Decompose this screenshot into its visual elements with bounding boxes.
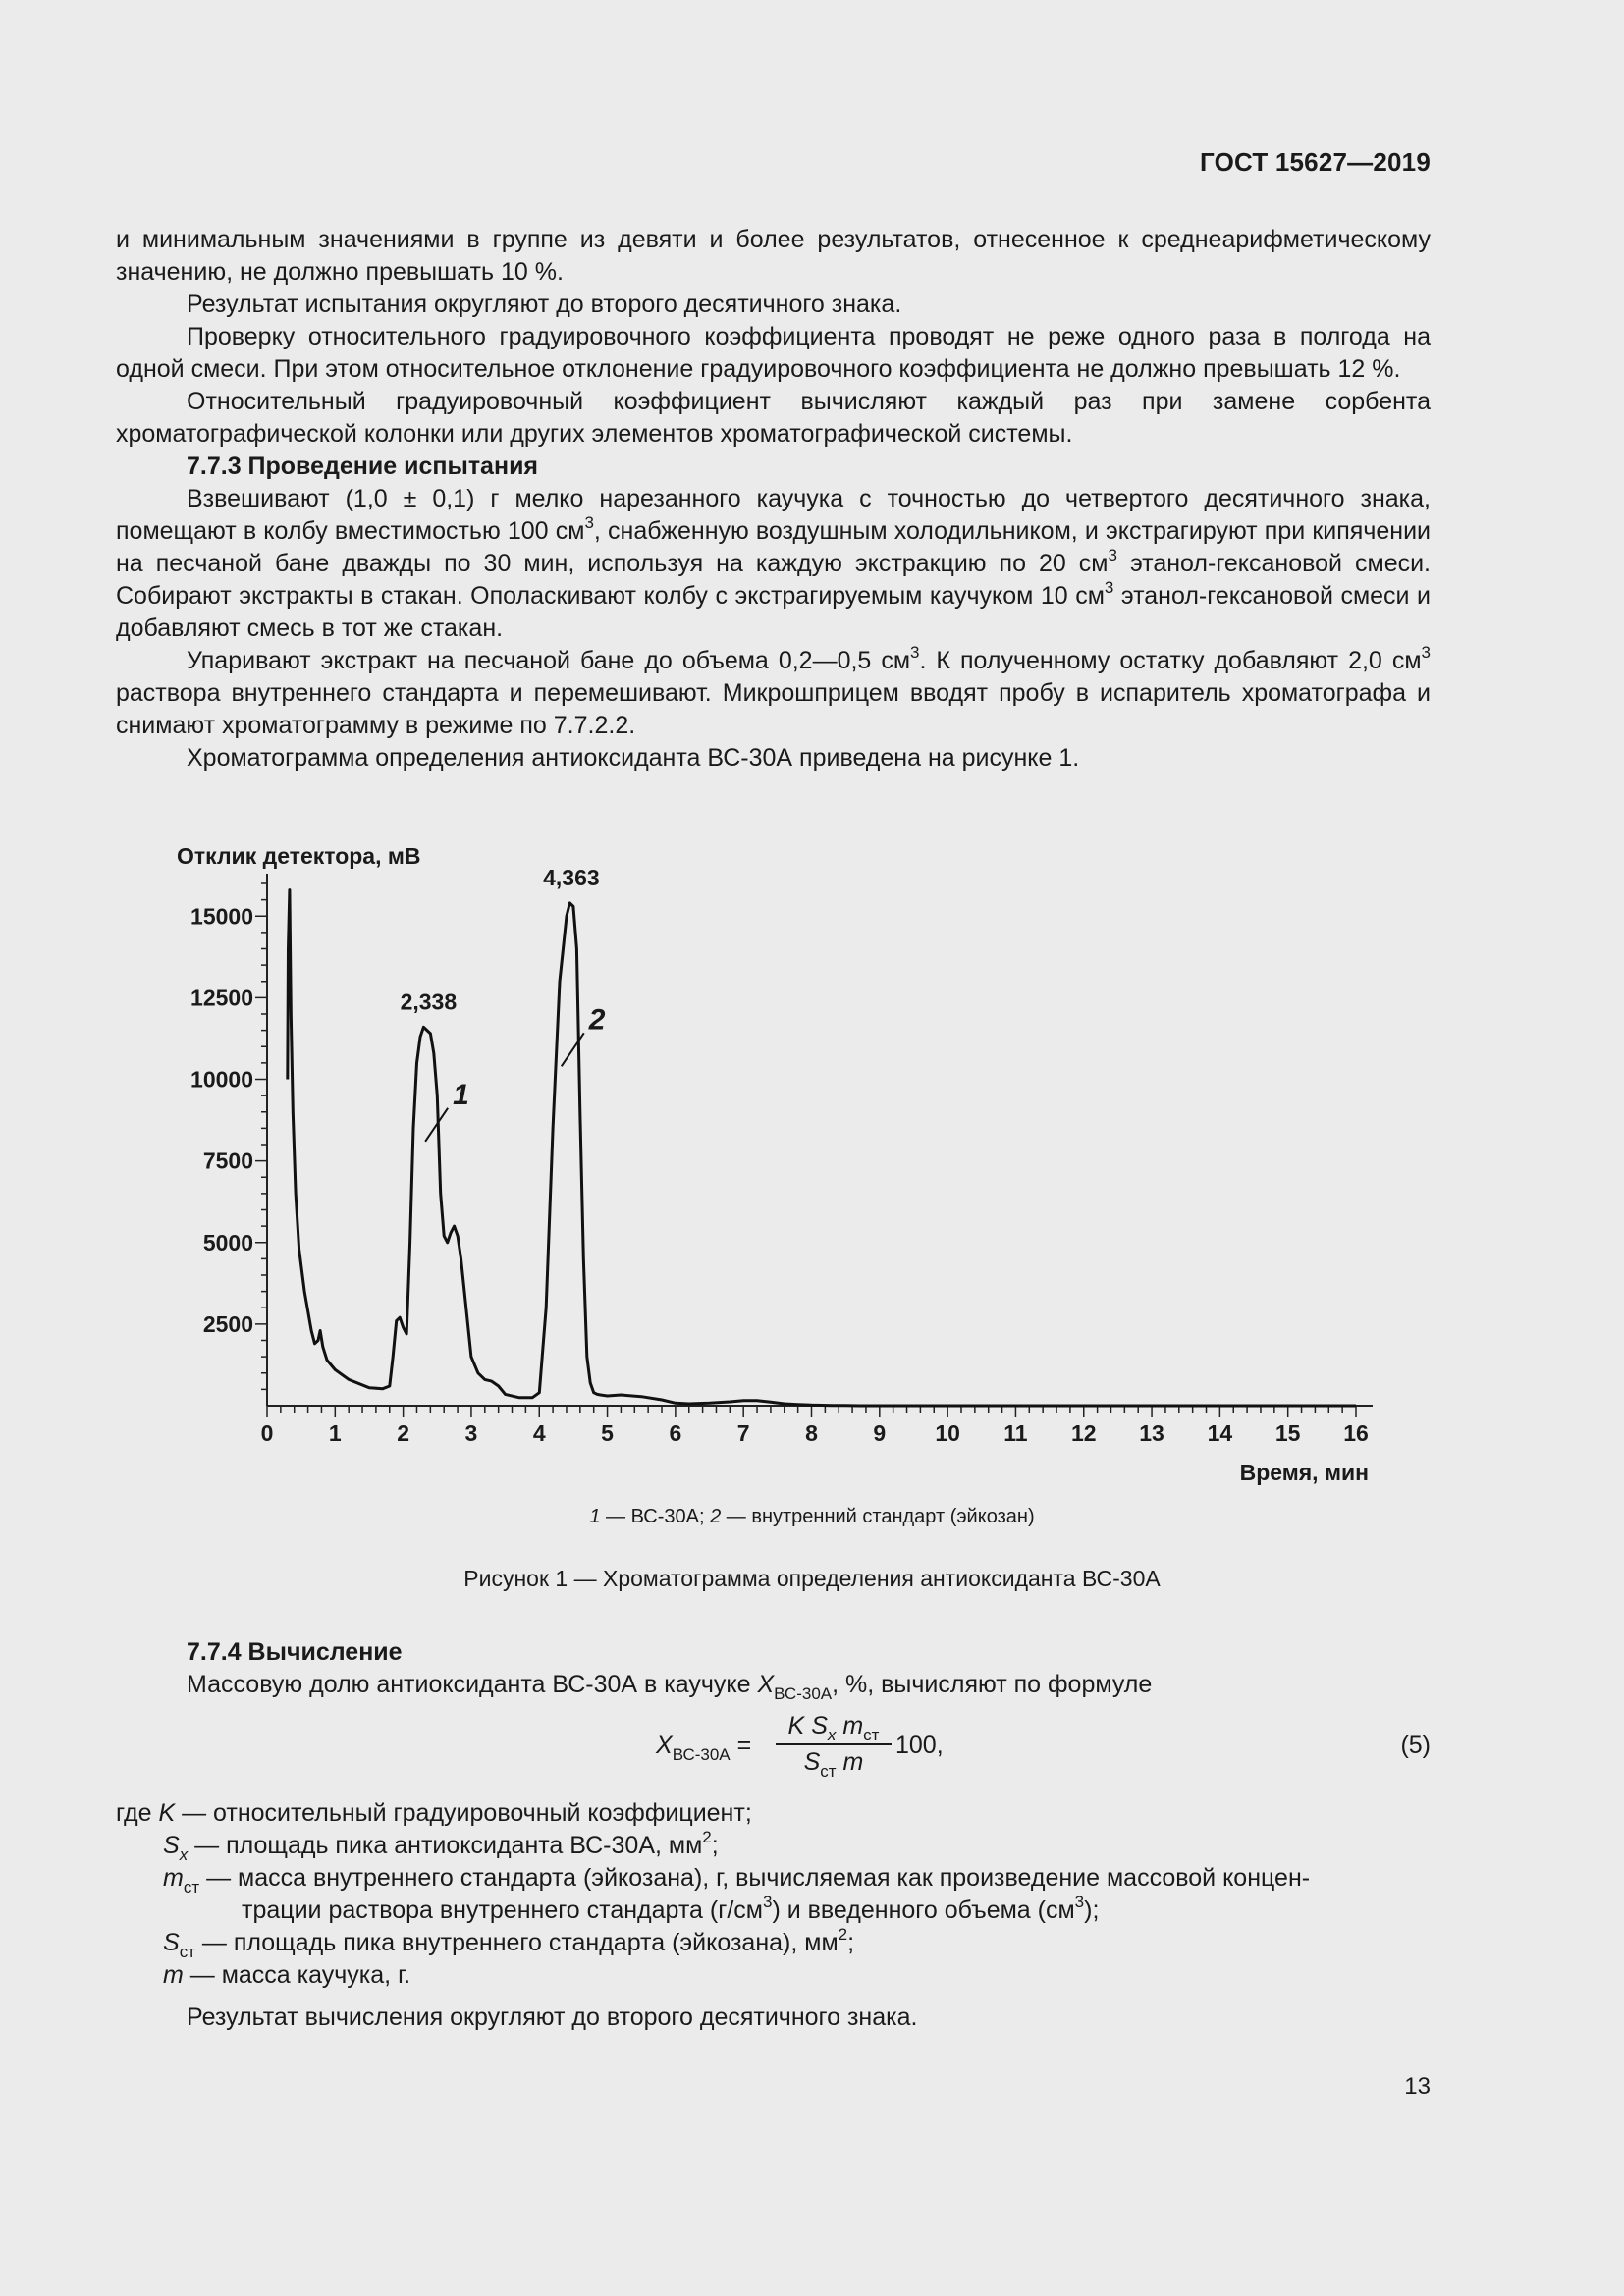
definition-m: m — масса каучука, г. bbox=[163, 1961, 411, 1989]
x-tick-label: 8 bbox=[805, 1420, 818, 1446]
calculation-section bbox=[116, 1636, 1431, 1701]
paragraph: Хроматограмма определения антиоксиданта ВС-30А приведена на рисунке 1. bbox=[187, 744, 1080, 772]
document-header: ГОСТ 15627—2019 bbox=[1200, 147, 1431, 177]
y-tick-label: 7500 bbox=[202, 1148, 253, 1174]
section-heading-7-7-4: 7.7.4 Вычисление bbox=[187, 1638, 403, 1666]
x-tick-label: 14 bbox=[1207, 1420, 1233, 1446]
x-tick-label: 1 bbox=[328, 1420, 342, 1446]
y-tick-label: 10000 bbox=[190, 1066, 253, 1093]
peak-marker-label: 1 bbox=[453, 1078, 469, 1111]
formula-tail: 100, bbox=[895, 1732, 944, 1759]
chromatogram-chart bbox=[0, 834, 1624, 1485]
x-tick-label: 13 bbox=[1139, 1420, 1164, 1446]
x-tick-label: 4 bbox=[532, 1420, 546, 1446]
equation-number: (5) bbox=[1400, 1732, 1431, 1759]
definition-sct: $S_{ст}$ — площадь пика внутреннего стандарта (эйкозана), $мм^2$; bbox=[163, 1925, 855, 1961]
definition-mct-continued: трации раствора внутреннего стандарта $(г/см^3)$ и введенного объема $(см^3)$; bbox=[242, 1893, 1100, 1924]
paragraph: Взвешивают (1,0 ± 0,1) г мелко нарезанного каучука с точностью до четвертого десятичного знака, помещают в колбу вместимостью 100 $см^3$, снабженную воздушным холодильником, и экстрагируют при кипячении на песчаной бане дважды по 30 мин, используя на каждую экстракцию по 20 $см^3$ этанол-гексановой смеси. Собирают экстракты в стакан. Ополаскивают колбу с экстрагируемым каучуком 10 $см^3$ этанол-гексановой смеси и добавляют смесь в тот же стакан. bbox=[116, 485, 1432, 642]
peak-marker-label: 2 bbox=[588, 1003, 606, 1037]
x-tick-label: 9 bbox=[873, 1420, 887, 1446]
x-tick-label: 15 bbox=[1274, 1420, 1301, 1446]
peak-time-label: 2,338 bbox=[400, 988, 458, 1015]
x-tick-label: 12 bbox=[1070, 1420, 1097, 1446]
formula-lhs: $X_{ВС-30А}$ = bbox=[656, 1732, 752, 1764]
figure-legend: 1 — ВС-30А; 2 — внутренний стандарт (эйкозан) bbox=[589, 1506, 1035, 1527]
formula-5 bbox=[0, 1710, 1624, 1789]
x-tick-label: 7 bbox=[736, 1420, 750, 1446]
chromatogram-line bbox=[288, 890, 1356, 1406]
page-number: 13 bbox=[1404, 2073, 1431, 2100]
peak-leader-line bbox=[562, 1033, 584, 1066]
section-heading-7-7-3: 7.7.3 Проведение испытания bbox=[187, 453, 539, 480]
paragraph: Упаривают экстракт на песчаной бане до объема 0,2—0,5 $см^3$. К полученному остатку добавляют 2,0 $см^3$ раствора внутреннего стандарта и перемешивают. Микрошприцем вводят пробу в испаритель хроматографа и снимают хроматограмму в режиме по 7.7.2.2. bbox=[116, 643, 1431, 739]
paragraph: Результат испытания округляют до второго десятичного знака. bbox=[187, 291, 902, 318]
chromatogram-figure bbox=[0, 834, 1624, 1485]
formula-numerator: K $S_x$ $m_{ст}$ bbox=[776, 1710, 892, 1745]
peak-time-label: 4,363 bbox=[543, 864, 600, 890]
definition-sx: $S_x$ — площадь пика антиоксиданта ВС-30А, $мм^2$; bbox=[163, 1828, 719, 1864]
paragraph: Проверку относительного градуировочного коэффициента проводят не реже одного раза в полгода на одной смеси. При этом относительное отклонение градуировочного коэффициента не должно превышать 12 %. bbox=[116, 323, 1431, 383]
x-tick-label: 2 bbox=[397, 1420, 410, 1446]
x-tick-label: 11 bbox=[1003, 1420, 1028, 1446]
formula-fraction bbox=[776, 1710, 892, 1779]
formula-denominator: $S_{ст}$ m bbox=[803, 1748, 864, 1781]
definition-k: где K — относительный градуировочный коэффициент; bbox=[116, 1799, 752, 1827]
x-tick-label: 16 bbox=[1343, 1420, 1369, 1446]
x-tick-label: 10 bbox=[935, 1420, 960, 1446]
paragraph: Массовую долю антиоксиданта ВС-30А в каучуке $X_{ВС-30А}$, %, вычисляют по формуле bbox=[187, 1671, 1153, 1703]
paragraph: Результат вычисления округляют до второго десятичного знака. bbox=[187, 2003, 918, 2031]
y-tick-label: 12500 bbox=[190, 985, 253, 1011]
x-tick-label: 5 bbox=[601, 1420, 614, 1446]
x-tick-label: 6 bbox=[669, 1420, 682, 1446]
x-tick-label: 0 bbox=[260, 1420, 274, 1446]
y-tick-label: 2500 bbox=[202, 1310, 253, 1337]
variable-definitions bbox=[116, 1797, 1431, 2034]
y-tick-label: 5000 bbox=[202, 1229, 253, 1255]
paragraph: и минимальным значениями в группе из девяти и более результатов, отнесенное к среднеарифметическому значению, не должно превышать 10 %. bbox=[116, 226, 1431, 286]
y-axis-label: Отклик детектора, мВ bbox=[177, 843, 421, 869]
body-text bbox=[116, 224, 1431, 774]
paragraph: Относительный градуировочный коэффициент вычисляют каждый раз при замене сорбента хроматографической колонки или других элементов хроматографической системы. bbox=[116, 388, 1431, 448]
y-tick-label: 15000 bbox=[190, 903, 253, 930]
definition-mct: $m_{ст}$ — масса внутреннего стандарта (эйкозана), г, вычисляемая как произведение массовой концен- bbox=[163, 1864, 1311, 1896]
figure-caption: Рисунок 1 — Хроматограмма определения антиоксиданта ВС-30А bbox=[463, 1566, 1161, 1591]
x-tick-label: 3 bbox=[464, 1420, 478, 1446]
x-axis-label: Время, мин bbox=[1239, 1460, 1369, 1485]
